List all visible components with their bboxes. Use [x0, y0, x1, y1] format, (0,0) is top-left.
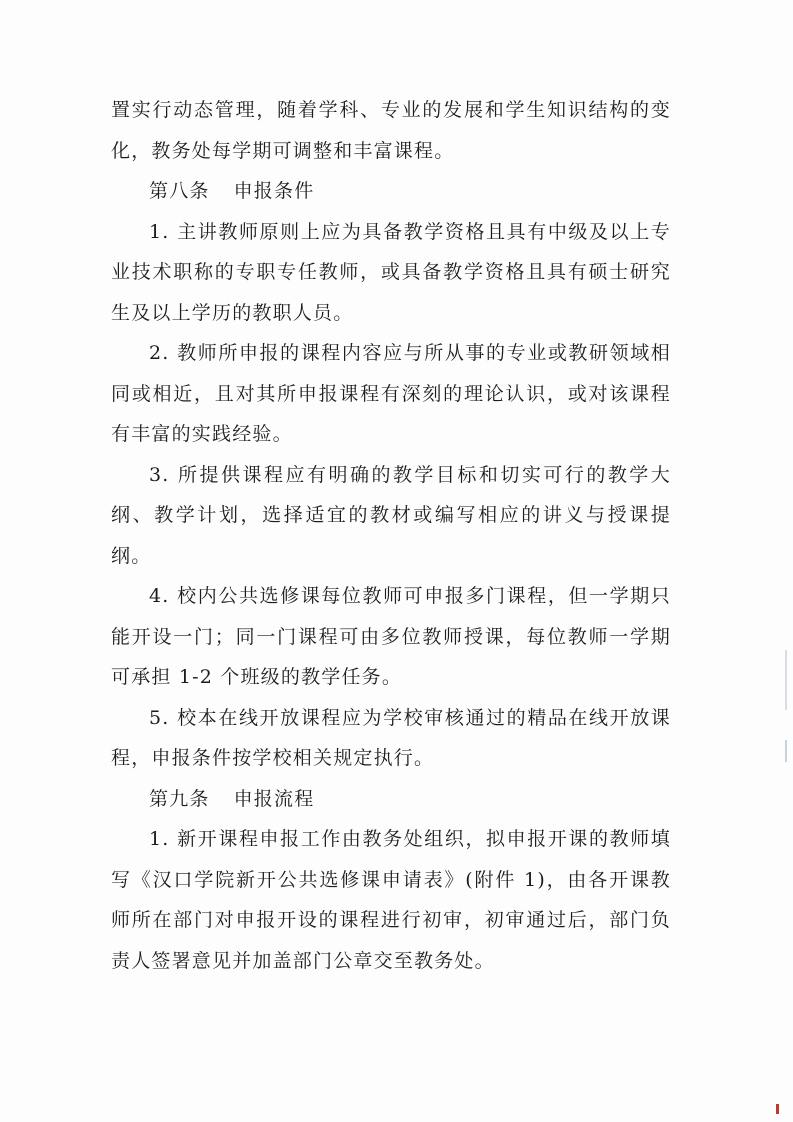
article-8-item-5: 5. 校本在线开放课程应为学校审核通过的精品在线开放课程，申报条件按学校相关规定执行。: [111, 706, 671, 769]
continuation-paragraph: 置实行动态管理，随着学科、专业的发展和学生知识结构的变化，教务处每学期可调整和丰富课程。: [111, 99, 671, 162]
article-8-item-3: 3. 所提供课程应有明确的教学目标和切实可行的教学大纲、教学计划，选择适宜的教材或编写相应的讲义与授课提纲。: [111, 463, 671, 567]
article-title: 申报条件: [233, 180, 315, 202]
scan-artifact-mark: [776, 1104, 779, 1114]
document-body: [111, 90, 671, 981]
scan-artifact-line: [785, 740, 787, 762]
article-8-item-1: 1. 主讲教师原则上应为具备教学资格且具有中级及以上专业技术职称的专职专任教师，或具备教学资格且具有硕士研究生及以上学历的教职人员。: [111, 220, 671, 324]
article-number: 第八条: [149, 180, 210, 202]
article-9-heading: [111, 779, 671, 820]
article-9-item-1: 1. 新开课程申报工作由教务处组织，拟申报开课的教师填写《汉口学院新开公共选修课申请表》(附件 1)，由各开课教师所在部门对申报开设的课程进行初审，初审通过后，部门负责人签署意见并加盖部门公章交至教务处。: [111, 828, 671, 972]
article-8-heading: [111, 171, 671, 212]
article-title: 申报流程: [233, 787, 315, 810]
article-8-item-2: 2. 教师所申报的课程内容应与所从事的专业或教研领域相同或相近，且对其所申报课程有深刻的理论认识，或对该课程有丰富的实践经验。: [111, 342, 671, 445]
article-8-item-4: 4. 校内公共选修课每位教师可申报多门课程，但一学期只能开设一门；同一门课程可由多位教师授课，每位教师一学期可承担 1-2 个班级的教学任务。: [111, 585, 671, 688]
scan-artifact-line: [785, 650, 787, 710]
article-number: 第九条: [149, 787, 210, 810]
